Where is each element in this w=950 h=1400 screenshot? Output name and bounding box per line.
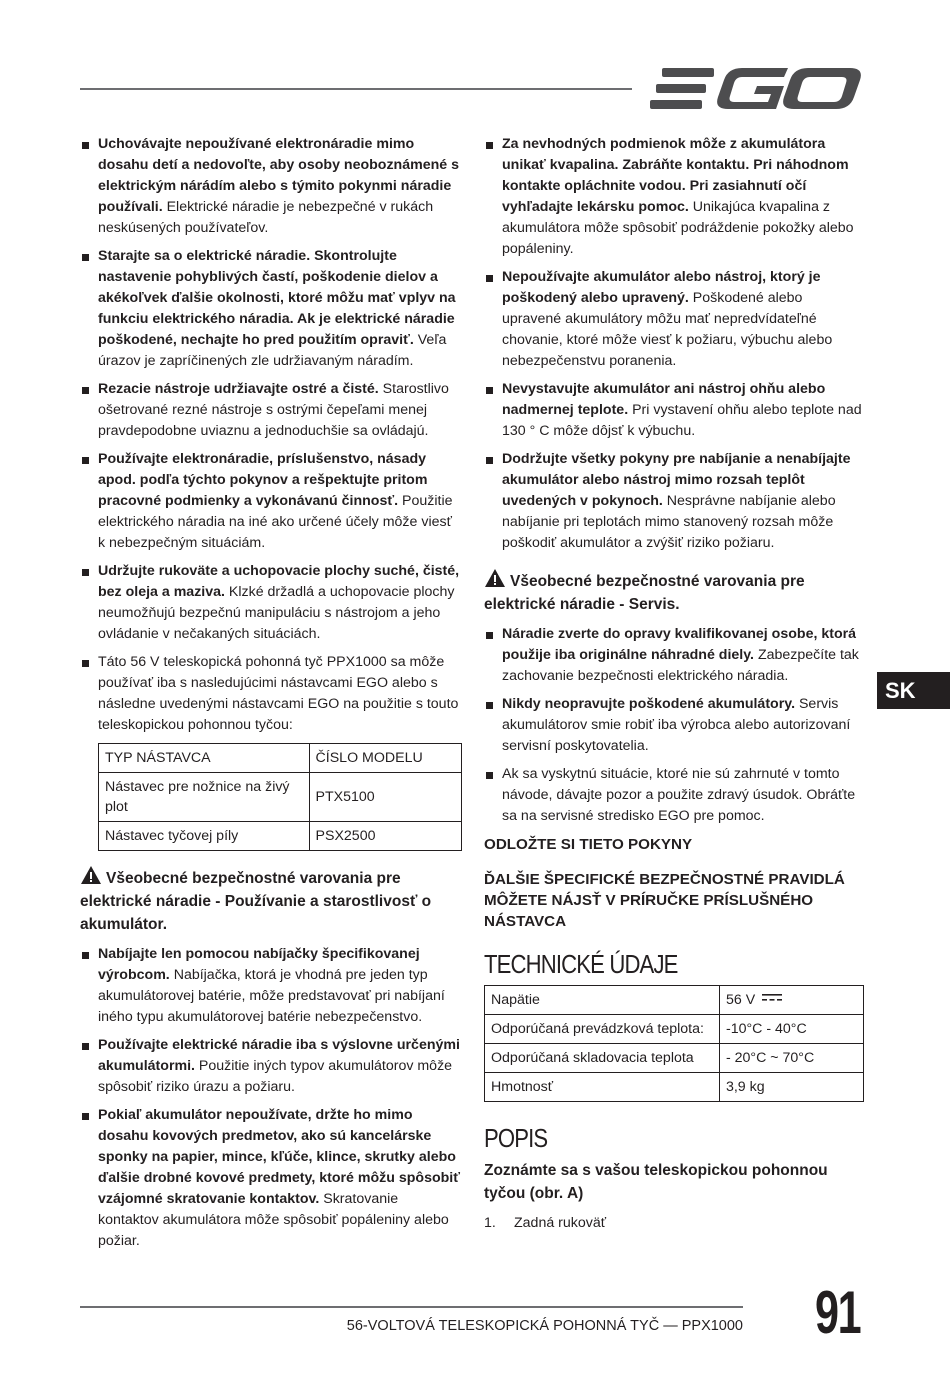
table-row xyxy=(485,986,864,1015)
table-header: ČÍSLO MODELU xyxy=(309,744,461,773)
table-row xyxy=(485,1044,864,1073)
list-item: 1. Zadná rukoväť xyxy=(484,1215,607,1231)
table-cell: Nástavec tyčovej píly xyxy=(99,822,310,851)
safety-list-battery-cont xyxy=(484,134,864,554)
list-item: Nabíjajte len pomocou nabíjačky špecifikovanej výrobcom. Nabíjačka, ktorá je vhodná pre jeden typ akumulátorovej batérie, môže predstavovať pri nabíjaní iného typu akumulátorovej batérie nebezpečenstvo. xyxy=(80,944,462,1028)
left-column xyxy=(80,134,462,1259)
list-item: Náradie zverte do opravy kvalifikovanej osobe, ktorá použije iba originálne náhradné diely. Zabezpečíte tak zachovanie bezpečnosti elektrického náradia. xyxy=(484,624,864,687)
safety-list-general xyxy=(80,134,462,736)
tech-data-table xyxy=(484,985,864,1102)
table-cell: -10°C - 40°C xyxy=(719,1015,863,1044)
list-item: Za nevhodných podmienok môže z akumulátora unikať kvapalina. Zabráňte kontaktu. Pri náhodnom kontakte opláchnite vodou. Pri zasiahnutí očí vyhľadajte lekársku pomoc. Unikajúca kvapalina z akumulátora môže spôsobiť podráždenie pokožky alebo popáleniny. xyxy=(484,134,864,260)
list-item: Používajte elektronáradie, príslušenstvo, násady apod. podľa týchto pokynov a rešpektujte pritom pracovné podmienky a vykonávanú činnosť. Použitie elektrického náradia na iné ako určené účely môže viesť k nebezpečným situáciám. xyxy=(80,449,462,554)
save-instructions: ODLOŽTE SI TIETO POKYNY xyxy=(484,836,693,853)
list-item: Dodržujte všetky pokyny pre nabíjanie a nenabíjajte akumulátor alebo nástroj mimo rozsah teplôt uvedených v pokynoch. Nesprávne nabíjanie alebo nabíjanie pri teplotách mimo stanovený rozsah môže poškodiť akumulátor a zvýšiť riziko požiaru. xyxy=(484,449,864,554)
table-row xyxy=(485,1073,864,1102)
parts-list xyxy=(484,1213,864,1234)
section-heading-battery: Všeobecné bezpečnostné varovania pre elektrické náradie - Používanie a starostlivosť o akumulátor. xyxy=(80,865,462,936)
description-heading: POPIS xyxy=(484,1123,548,1153)
list-item: Nevystavujte akumulátor ani nástroj ohňu alebo nadmernej teplote. Pri vystavení ohňu alebo teplote nad 130 ° C môže dôjsť k výbuchu. xyxy=(484,379,864,442)
list-item: Táto 56 V teleskopická pohonná tyč PPX1000 sa môže používať iba s nasledujúcimi nástavcami EGO alebo s následne uvedenými nástavcami EGO na použitie s touto teleskopickou pohonnou tyčou: xyxy=(80,652,462,736)
footer-rule xyxy=(80,1306,743,1308)
table-header-row xyxy=(99,744,462,773)
additional-rules: ĎALŠIE ŠPECIFICKÉ BEZPEČNOSTNÉ PRAVIDLÁ MÔŽETE NÁJSŤ V PRÍRUČKE PRÍSLUŠNÉHO NÁSTAVCA xyxy=(484,871,845,930)
header-rule xyxy=(80,88,632,90)
table-cell: PSX2500 xyxy=(309,822,461,851)
table-cell: Odporúčaná skladovacia teplota xyxy=(485,1044,720,1073)
table-row xyxy=(485,1015,864,1044)
page-number: 91 xyxy=(815,1279,861,1346)
table-cell: - 20°C ~ 70°C xyxy=(719,1044,863,1073)
attachments-table xyxy=(98,743,462,851)
table-row xyxy=(99,822,462,851)
table-cell: PTX5100 xyxy=(309,773,461,822)
footer-title: 56-VOLTOVÁ TELESKOPICKÁ POHONNÁ TYČ — PPX1000 xyxy=(346,1318,743,1334)
language-tab: SK xyxy=(877,672,950,709)
tech-data-heading: TECHNICKÉ ÚDAJE xyxy=(484,949,678,979)
description-intro: Zoznámte sa s vašou teleskopickou pohonnou tyčou (obr. A) xyxy=(484,1162,828,1202)
table-cell: Odporúčaná prevádzková teplota: xyxy=(485,1015,720,1044)
list-item: Používajte elektrické náradie iba s výslovne určenými akumulátormi. Použitie iných typov akumulátorov môže spôsobiť riziko úrazu a požiaru. xyxy=(80,1035,462,1098)
table-row xyxy=(99,773,462,822)
list-item: Starajte sa o elektrické náradie. Skontrolujte nastavenie pohyblivých častí, poškodenie dielov a akékoľvek ďalšie okolnosti, ktoré môžu mať vplyv na funkciu elektrického náradia. Ak je elektrické náradie poškodené, nechajte ho pred použitím opraviť. Veľa úrazov je zapríčinených zle udržiavaným náradím. xyxy=(80,246,462,372)
list-item: Uchovávajte nepoužívané elektronáradie mimo dosahu detí a nedovoľte, aby osoby neoboznámené s elektrickým nárádím alebo s týmito pokynmi náradie používali. Elektrické náradie je nebezpečné v rukách neskúsených používateľov. xyxy=(80,134,462,239)
safety-list-battery xyxy=(80,944,462,1252)
dc-symbol-icon xyxy=(762,994,782,1002)
list-item: Pokiaľ akumulátor nepoužívate, držte ho mimo dosahu kovových predmetov, ako sú kancelárske sponky na papier, mince, kľúče, klince, skrutky alebo ďalšie drobné kovové predmety, ktoré môžu spôsobiť vzájomné skratovanie kontaktov. Skratovanie kontaktov akumulátora môže spôsobiť popáleniny alebo požiar. xyxy=(80,1105,462,1252)
warning-icon xyxy=(484,568,506,588)
section-heading-service: Všeobecné bezpečnostné varovania pre elektrické náradie - Servis. xyxy=(484,568,864,616)
warning-icon xyxy=(80,865,102,885)
safety-list-service xyxy=(484,624,864,827)
right-column xyxy=(484,134,864,1234)
list-item: Rezacie nástroje udržiavajte ostré a čisté. Starostlivo ošetrované rezné nástroje s ostrými čepeľami menej pravdepodobne uviaznu a jednoduchšie sa ovládajú. xyxy=(80,379,462,442)
table-header: TYP NÁSTAVCA xyxy=(99,744,310,773)
list-item: Ak sa vyskytnú situácie, ktoré nie sú zahrnuté v tomto návode, dávajte pozor a použite zdravý úsudok. Obráťte sa na servisné stredisko EGO pre pomoc. xyxy=(484,764,864,827)
list-item: Udržujte rukoväte a uchopovacie plochy suché, čisté, bez oleja a maziva. Klzké držadlá a uchopovacie plochy neumožňujú bezpečnú manipuláciu s nástrojom a jeho ovládanie v nečakaných situáciách. xyxy=(80,561,462,645)
table-cell: Hmotnosť xyxy=(485,1073,720,1102)
ego-logo xyxy=(650,66,862,112)
attachments-table-wrap xyxy=(80,743,462,851)
table-cell: Nástavec pre nožnice na živý plot xyxy=(99,773,310,822)
list-item: Nepoužívajte akumulátor alebo nástroj, ktorý je poškodený alebo upravený. Poškodené alebo upravené akumulátory môžu mať nepredvídateľné chovanie, ktoré môže viesť k požiaru, výbuchu alebo nebezpečenstvu poranenia. xyxy=(484,267,864,372)
table-cell: Napätie xyxy=(485,986,720,1015)
table-cell: 3,9 kg xyxy=(719,1073,863,1102)
list-item: Nikdy neopravujte poškodené akumulátory. Servis akumulátorov smie robiť iba výrobca alebo autorizovaní servisní poskytovatelia. xyxy=(484,694,864,757)
table-cell: 56 V xyxy=(719,986,863,1015)
